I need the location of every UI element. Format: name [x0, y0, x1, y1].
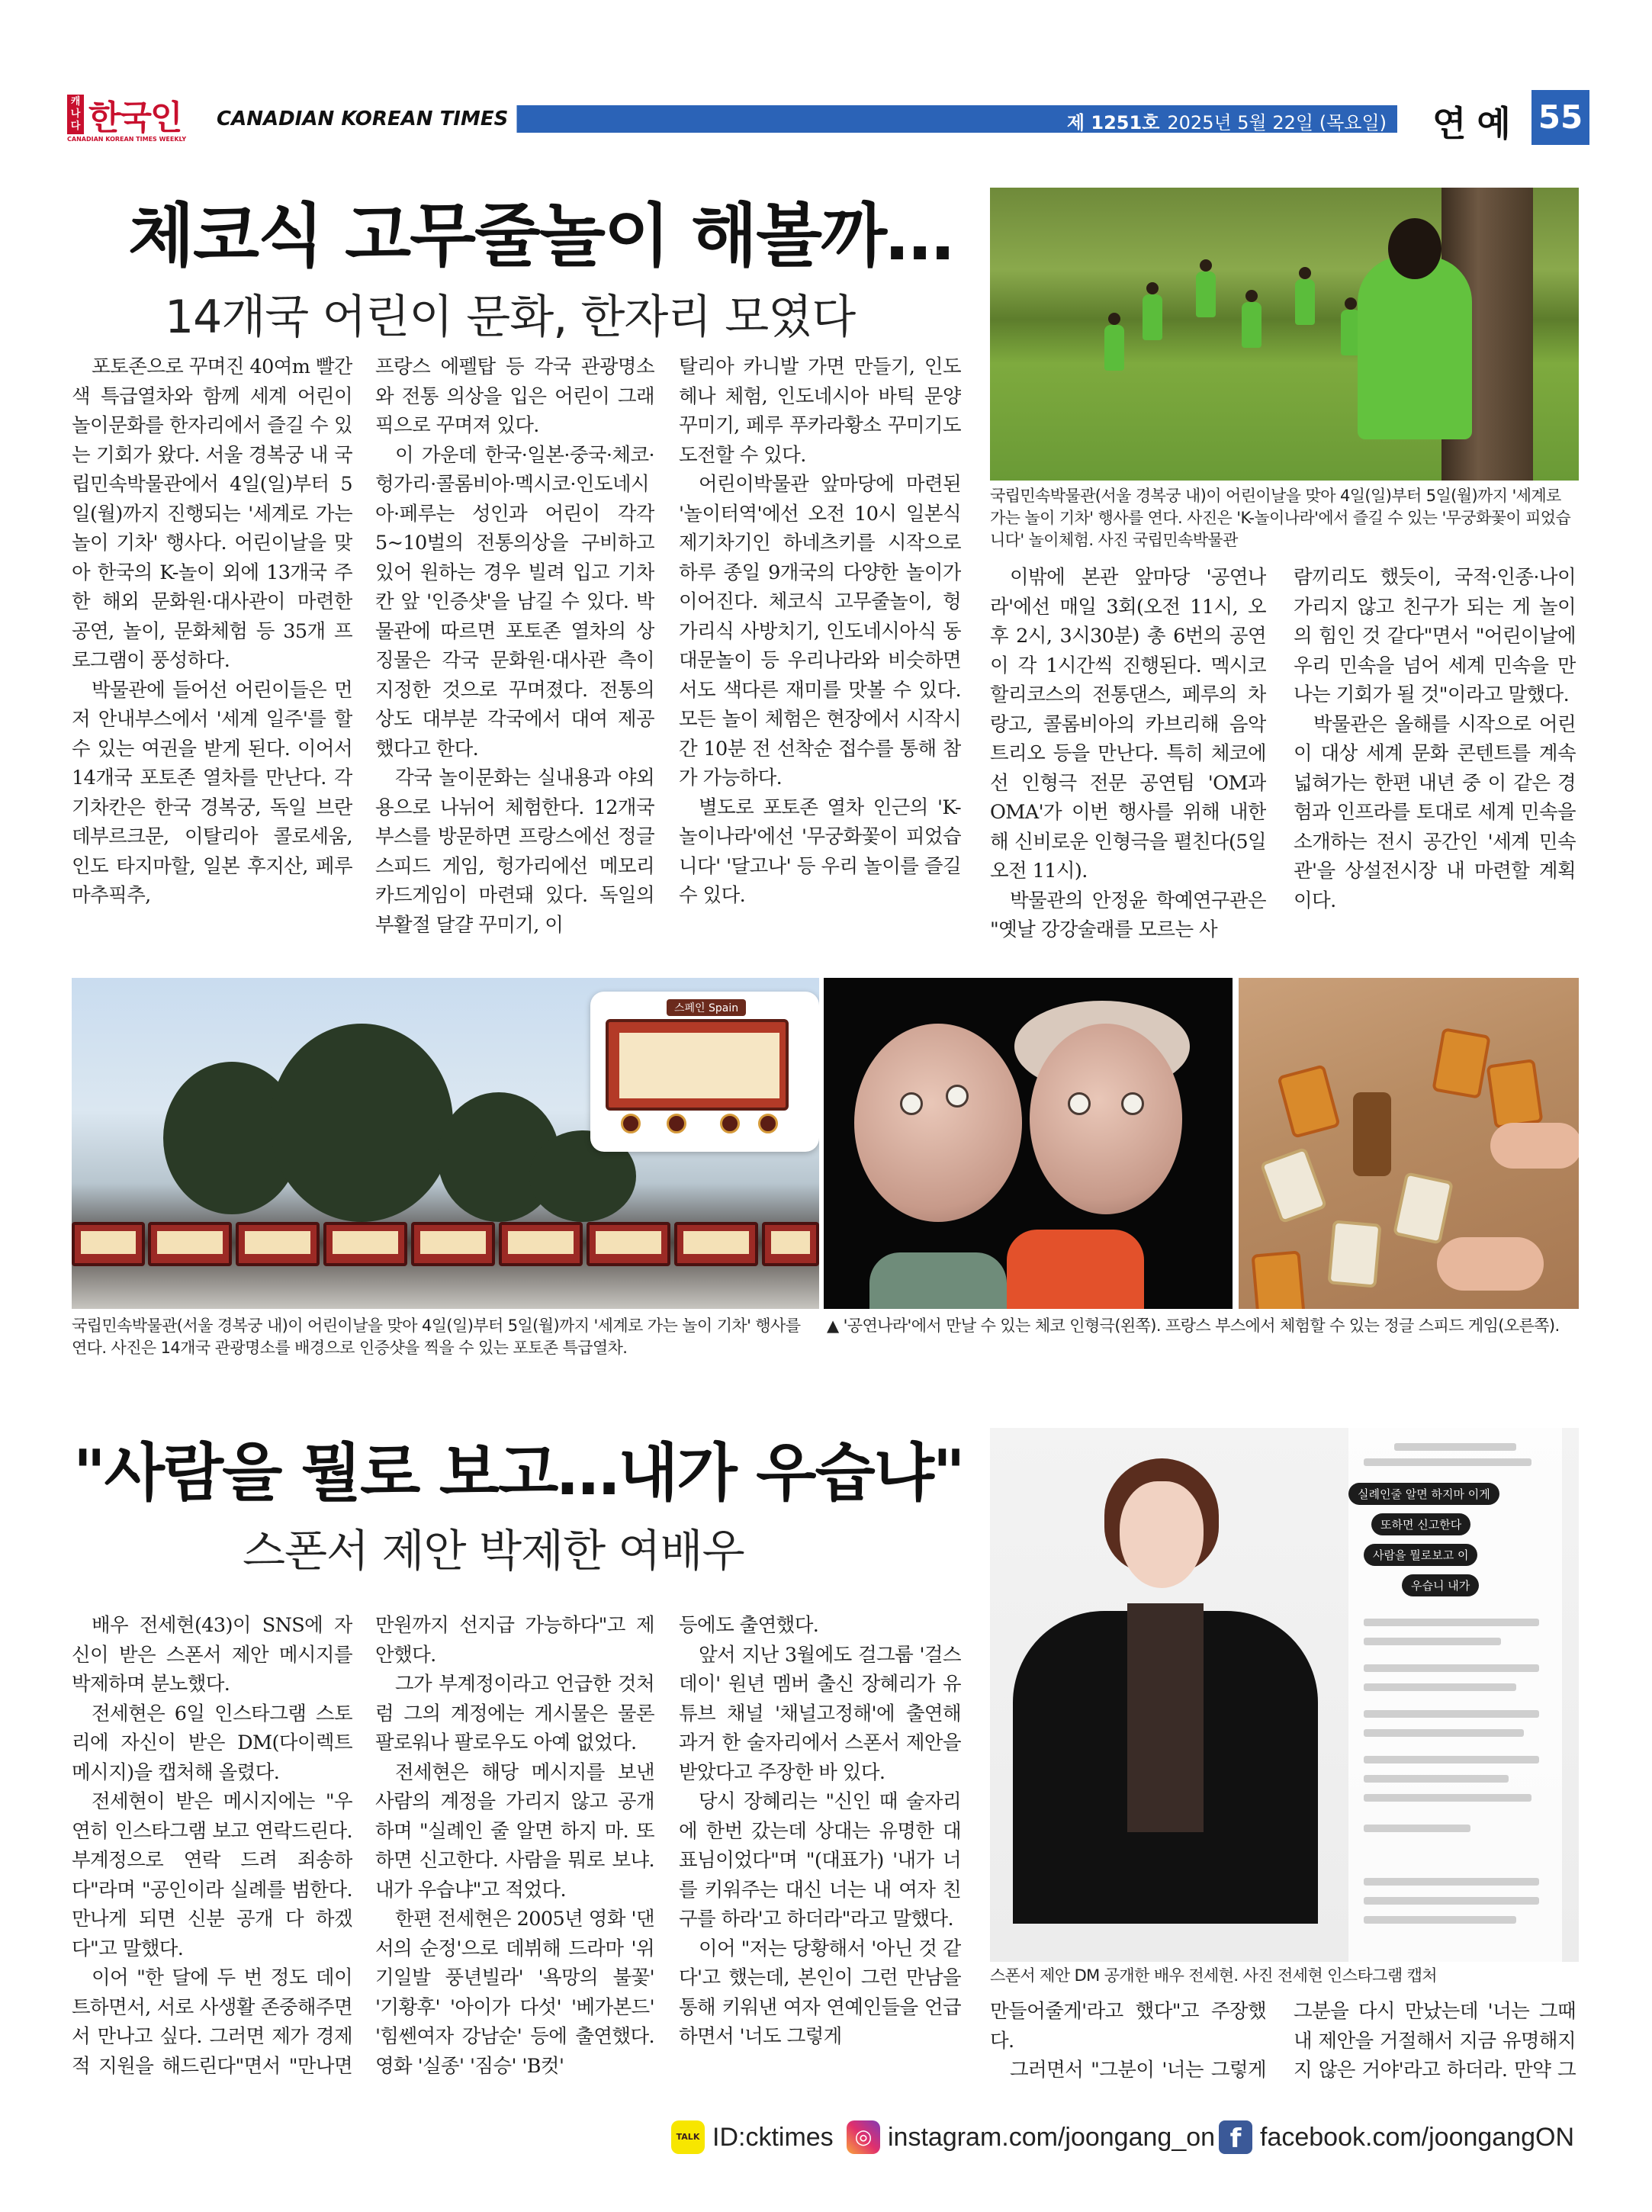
paragraph: 등에도 출연했다.: [679, 1614, 819, 1637]
newspaper-logo[interactable]: [67, 93, 197, 143]
paragraph: 전세현은 6일 인스타그램 스토리에 자신이 받은 DM(다이렉트 메시지)을 캡처해 올렸다.: [72, 1702, 352, 1784]
paragraph: 전세현은 해당 메시지를 보낸 사람의 계정을 가리지 않고 공개하며 "실례인 줄 알면 하지 마. 또 하면 신고한다. 사람을 뭐로 보냐. 내가 우습냐"고 적었다.: [375, 1760, 654, 1902]
paragraph: 그가 부계정이라고 언급한 것처럼 그의 계정에는 게시물은 물론 팔로워나 팔로우도 아예 없었다.: [375, 1673, 654, 1754]
paragraph: 만들어줄게'라고 했다"고 주장했다.: [990, 2000, 1266, 2053]
article1-column-5: [1294, 563, 1576, 967]
actress-portrait-photo: [990, 1428, 1579, 1962]
article2-column-5: [1294, 1997, 1576, 2085]
page-number: 55: [1531, 90, 1589, 145]
paragraph: 별도로 포토존 열차 인근의 'K-놀이나라'에선 '무궁화꽃이 피었습니다' '달고나' 등 우리 놀이를 즐길 수 있다.: [679, 796, 961, 907]
article2-headline: "사람을 뭘로 보고…내가 우습냐": [73, 1437, 964, 1509]
article2-column-2: [375, 1611, 654, 2084]
issue-date: 2025년 5월 22일 (목요일): [1167, 112, 1387, 133]
paragraph: 어린이박물관 앞마당에 마련된 '놀이터역'에선 오전 10시 일본식 제기차기인 하네츠키를 시작으로 하루 종일 9개국의 다양한 놀이가 이어진다. 체코식 고무줄놀이, 헝가리식 사방치기, 인도네시아식 동대문놀이 등 우리나라와 비슷하면서도 색다른 재미를 맛볼 수 있다. 모든 놀이 체험은 현장에서 시작시간 10분 전 선착순 접수를 통해 참가 가능하다.: [679, 473, 961, 789]
paragraph: 각국 놀이문화는 실내용과 야외용으로 나뉘어 체험한다. 12개국 부스를 방문하면 프랑스에선 정글 스피드 게임, 헝가리에선 메모리카드게임이 마련돼 있다. 독일의 부활절 달걀 꾸미기, 이: [375, 767, 654, 937]
dm-bubble: 사람을 뭘로보고 이: [1364, 1544, 1477, 1566]
paragraph: 탈리아 카니발 가면 만들기, 인도 헤나 체험, 인도네시아 바틱 문양 꾸미기, 페루 푸카라황소 꾸미기도 도전할 수 있다.: [679, 355, 961, 467]
logo-name: 한국인: [88, 98, 182, 137]
caption-park-photo: 국립민속박물관(서울 경복궁 내)이 어린이날을 맞아 4일(일)부터 5일(월)까지 '세계로 가는 놀이 기차' 행사를 연다. 사진은 'K-놀이나라'에서 즐길 수 있는 '무궁화꽃이 피었습니다' 놀이체험. 사진 국립민속박물관: [990, 487, 1571, 549]
paragraph: 프랑스 에펠탑 등 각국 관광명소와 전통 의상을 입은 어린이 그래픽으로 꾸며져 있다.: [375, 355, 654, 437]
spain-wagon-inset: [590, 992, 819, 1152]
facebook-link[interactable]: [1219, 2120, 1574, 2154]
children-park-photo: [990, 188, 1579, 481]
issue-number: 제 1251호: [1066, 112, 1160, 133]
paragraph: 앞서 지난 3월에도 걸그룹 '걸스데이' 원년 멤버 출신 장혜리가 유튜브 채널 '채널고정해'에 출연해 과거 한 술자리에서 스폰서 제안을 받았다고 주장한 바 있다.: [679, 1643, 961, 1784]
paragraph: 람끼리도 했듯이, 국적·인종·나이 가리지 않고 친구가 되는 게 놀이의 힘인 것 같다"면서 "어린이날에 우리 민속을 넘어 세계 민속을 만나는 기회가 될 것"이라고 말했다.: [1294, 566, 1576, 706]
masthead: [67, 90, 1591, 143]
dm-bubble: 실례인줄 알면 하지마 이게: [1348, 1483, 1499, 1505]
paragraph: 포토존으로 꾸며진 40여m 빨간색 특급열차와 함께 세계 어린이 놀이문화를 한자리에서 즐길 수 있는 기회가 왔다. 서울 경복궁 내 국립민속박물관에서 4일(일)부터 5일(월)까지 진행되는 '세계로 가는 놀이 기차' 행사다. 어린이날을 맞아 한국의 K-놀이 외에 13개국 주한 해외 문화원·대사관이 마련한 공연, 놀이, 문화체험 등 35개 프로그램이 풍성하다.: [72, 355, 352, 672]
facebook-url: facebook.com/joongangON: [1260, 2122, 1575, 2152]
paragraph: 박물관의 안정윤 학예연구관은 "옛날 강강술래를 모르는 사: [990, 889, 1266, 941]
facebook-icon: f: [1219, 2120, 1252, 2154]
header-band: [207, 105, 1397, 133]
instagram-link[interactable]: [847, 2120, 1215, 2154]
article1-column-1: [72, 352, 352, 967]
paragraph: 전세현이 받은 메시지에는 "우연히 인스타그램 보고 연락드린다. 부계정으로 연락 드려 죄송하다"라며 "공인이라 실례를 범한다. 만나게 되면 신분 공개 다 하겠다"고 말했다.: [72, 1790, 352, 1960]
paragraph: 이어 "한 달에 두 번 정도 데이트하면서, 서로 사생활 존중해주면서 만나고 싶다. 그러면 제가 경제적 지원을 해드린다"면서 "만나면: [72, 1966, 352, 2078]
logo-subtitle: CANADIAN KOREAN TIMES WEEKLY: [67, 136, 187, 143]
inset-label: 스페인 Spain: [667, 999, 746, 1016]
issue-info: [1067, 108, 1387, 134]
kakao-id: ID:cktimes: [712, 2122, 834, 2152]
section-title: 연예: [1432, 103, 1522, 144]
paragraph: 박물관에 들어선 어린이들은 먼저 안내부스에서 '세계 일주'를 할 수 있는 여권을 받게 된다. 이어서 14개국 포토존 열차를 만난다. 각 기차칸은 한국 경복궁, 독일 브란데부르크문, 이탈리아 콜로세움, 인도 타지마할, 일본 후지산, 페루 마추픽추,: [72, 678, 352, 907]
paragraph: 이 가운데 한국·일본·중국·체코·헝가리·콜롬비아·멕시코·인도네시아·페루는 성인과 어린이 각각 5~10벌의 전통의상을 구비하고 있어 원하는 경우 빌려 입고 기차칸 앞 '인증샷'을 남길 수 있다. 박물관에 따르면 포토존 열차의 상징물은 각국 문화원·대사관 측이 지정한 것으로 꾸며졌다. 전통의상도 대부분 각국에서 대여 제공했다고 한다.: [375, 443, 654, 760]
paragraph: 한편 전세현은 2005년 영화 '댄서의 순정'으로 데뷔해 드라마 '위기일발 풍년빌라' '욕망의 불꽃' '기황후' '아이가 다섯' '베가본드' '힘쎈여자 강남순' 등에 출연했다. 영화 '실종' '짐승' 'B컷': [375, 1908, 654, 2078]
publication-name: CANADIAN KOREAN TIMES: [217, 108, 509, 130]
article2-column-3: [679, 1611, 961, 2084]
article1-headline: 체코식 고무줄놀이 해볼까…: [128, 196, 953, 276]
paragraph: 당시 장혜리는 "신인 때 술자리에 한번 갔는데 상대는 유명한 대표님이었다"며 "(대표가) '내가 너를 키워주는 대신 너는 내 여자 친구를 하라'고 하더라"라고 말했다.: [679, 1790, 961, 1931]
paragraph: 배우 전세현(43)이 SNS에 자신이 받은 스폰서 제안 메시지를 박제하며 분노했다.: [72, 1614, 352, 1696]
kakaotalk-icon: TALK: [671, 2120, 705, 2154]
caption-portrait-photo: 스폰서 제안 DM 공개한 배우 전세현. 사진 전세현 인스타그램 캡처: [990, 1966, 1437, 1985]
article2-column-4: [990, 1997, 1266, 2085]
dm-bubble: 우습니 내가: [1402, 1574, 1479, 1596]
paragraph: 그분을 다시 만났는데 '너는 그때 내 제안을 거절해서 지금 유명해지지 않은 거야'라고 하더라. 만약 그: [1294, 2000, 1576, 2082]
kakao-link[interactable]: [671, 2120, 834, 2154]
dm-screenshot-overlay: [1348, 1428, 1562, 1962]
logo-side-text: 캐나다: [67, 95, 84, 134]
puppet-photo: [824, 978, 1233, 1309]
social-footer: [671, 2120, 1594, 2159]
paragraph: 박물관은 올해를 시작으로 어린이 대상 세계 문화 콘텐트를 계속 넓혀가는 한편 내년 중 이 같은 경험과 인프라를 토대로 세계 민속을 소개하는 전시 공간인 '세계 민속관'을 상설전시장 내 마련할 계획이다.: [1294, 712, 1576, 912]
article1-column-3: [679, 352, 961, 967]
article2-subhead: 스폰서 제안 박제한 여배우: [243, 1525, 744, 1577]
instagram-url: instagram.com/joongang_on: [888, 2122, 1216, 2152]
article1-subhead: 14개국 어린이 문화, 한자리 모였다: [165, 291, 856, 344]
caption-train-photo: 국립민속박물관(서울 경복궁 내)이 어린이날을 맞아 4일(일)부터 5일(월)까지 '세계로 가는 놀이 기차' 행사를 연다. 사진은 14개국 관광명소를 배경으로 인증샷을 찍을 수 있는 포토존 특급열차.: [72, 1317, 801, 1357]
paragraph: 만원까지 선지급 가능하다"고 제안했다.: [375, 1614, 654, 1667]
train-photo: [72, 978, 819, 1309]
paragraph: 이어 "저는 당황해서 '아닌 것 같다'고 했는데, 본인이 그런 만남을 통해 키워낸 여자 연예인들을 언급하면서 '너도 그렇게: [679, 1937, 961, 2048]
article2-column-1: [72, 1611, 352, 2084]
caption-puppet-cards-photos: ▲ '공연나라'에서 만날 수 있는 체코 인형극(왼쪽). 프랑스 부스에서 체험할 수 있는 정글 스피드 게임(오른쪽).: [827, 1317, 1560, 1335]
paragraph: 그러면서 "그분이 '너는 그렇게: [1010, 2059, 1266, 2082]
card-game-photo: [1239, 978, 1579, 1309]
paragraph: 이밖에 본관 앞마당 '공연나라'에선 매일 3회(오전 11시, 오후 2시, 3시30분) 총 6번의 공연이 각 1시간씩 진행된다. 멕시코 할리코스의 전통댄스, 페루의 차랑고, 콜롬비아의 카브리해 음악 트리오 등을 만난다. 특히 체코에선 인형극 전문 공연팀 'OM과 OMA'가 이번 행사를 위해 내한해 신비로운 인형극을 펼친다(5일 오전 11시).: [990, 566, 1266, 883]
dm-bubble: 또하면 신고한다: [1371, 1513, 1470, 1535]
instagram-icon: ◎: [847, 2120, 880, 2154]
article1-column-4: [990, 563, 1266, 967]
article1-column-2: [375, 352, 654, 967]
